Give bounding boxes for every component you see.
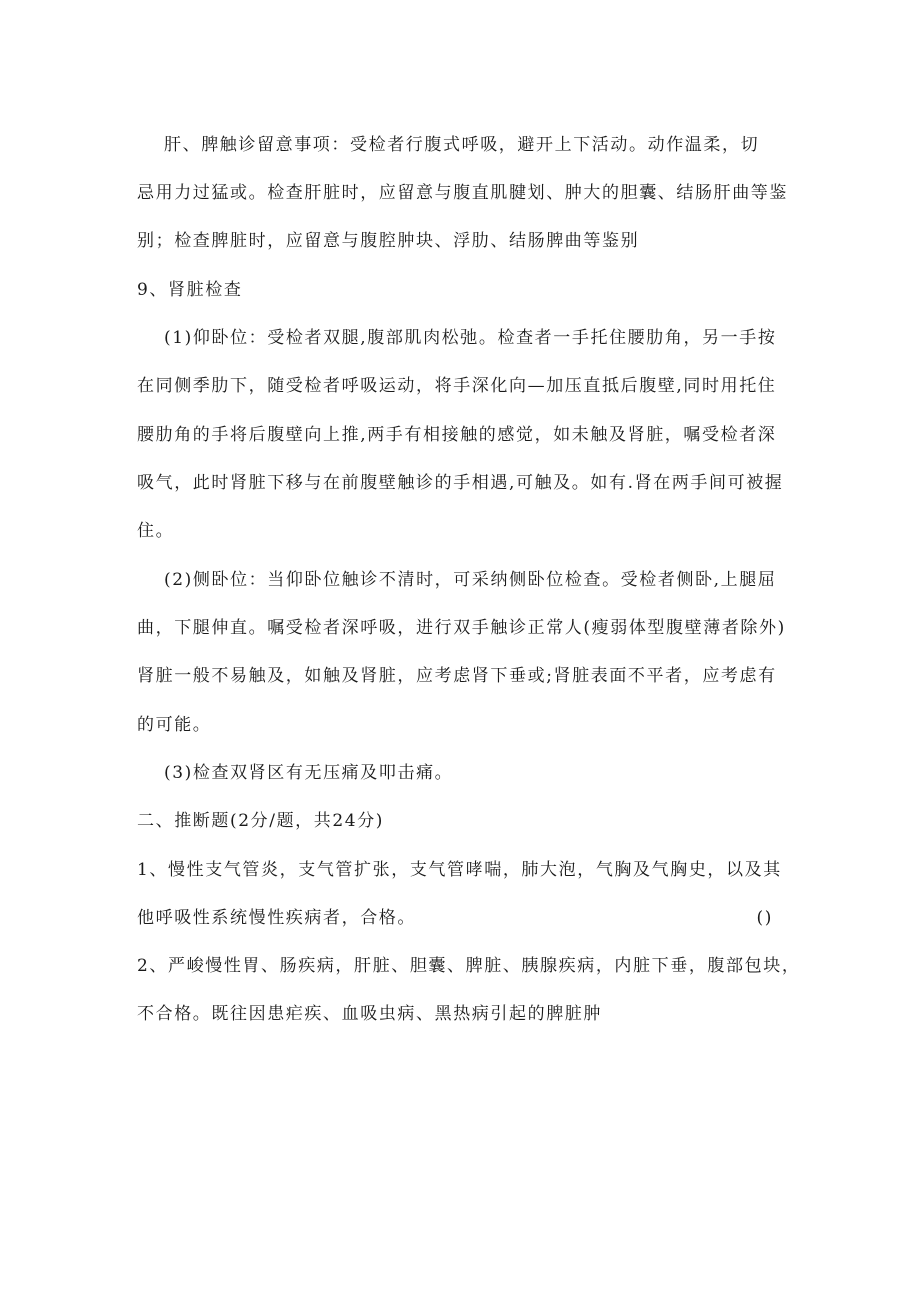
para1-line2: 忌用力过猛或。检查肝脏时，应留意与腹直肌腱划、肿大的胆囊、结肠肝曲等鉴: [137, 183, 788, 203]
item1-line3: 腰肋角的手将后腹壁向上推,两手有相接触的感觉，如未触及肾脏，嘱受检者深: [137, 425, 777, 445]
q1-line2-row: [137, 907, 773, 929]
item2-line4: 的可能。: [137, 715, 212, 735]
item3-line: (3)检查双肾区有无压痛及叩击痛。: [164, 763, 454, 783]
item2-line1: (2)侧卧位：当仰卧位触诊不清时，可采纳侧卧位检查。受检者侧卧,上腿屈: [164, 570, 777, 590]
para1-line1: 肝、脾触诊留意事项：受检者行腹式呼吸，避开上下活动。动作温柔，切: [164, 135, 760, 155]
para1-line3: 别；检查脾脏时，应留意与腹腔肿块、浮肋、结肠脾曲等鉴别: [137, 231, 640, 251]
item2-line2: 曲，下腿伸直。嘱受检者深呼吸，进行双手触诊正常人(瘦弱体型腹壁薄者除外): [137, 618, 786, 638]
q2-line1: 2、严峻慢性胃、肠疾病，肝脏、胆囊、脾脏、胰腺疾病，内脏下垂，腹部包块，: [137, 956, 801, 976]
section9-heading: 9、肾脏检查: [137, 280, 243, 300]
section2-heading: 二、推断题(2分/题，共24分): [137, 811, 385, 831]
q1-line2: 他呼吸性系统慢性疾病者，合格。: [137, 908, 416, 928]
q1-line1: 1、慢性支气管炎，支气管扩张，支气管哮喘，肺大泡，气胸及气胸史，以及其: [137, 860, 782, 880]
item2-line3: 肾脏一般不易触及，如触及肾脏，应考虑肾下垂或;肾脏表面不平者，应考虑有: [137, 666, 777, 686]
q1-answer-mark: (): [756, 908, 773, 928]
item1-line4: 吸气，此时肾脏下移与在前腹壁触诊的手相遇,可触及。如有.肾在两手间可被握: [137, 473, 784, 493]
item1-line5: 住。: [137, 521, 175, 541]
item1-line1: (1)仰卧位：受检者双腿,腹部肌肉松弛。检查者一手托住腰肋角，另一手按: [164, 328, 777, 348]
q2-line2: 不合格。既往因患疟疾、血吸虫病、黑热病引起的脾脏肿: [137, 1004, 602, 1024]
item1-line2: 在同侧季肋下，随受检者呼吸运动，将手深化向—加压直抵后腹壁,同时用托住: [137, 376, 777, 396]
